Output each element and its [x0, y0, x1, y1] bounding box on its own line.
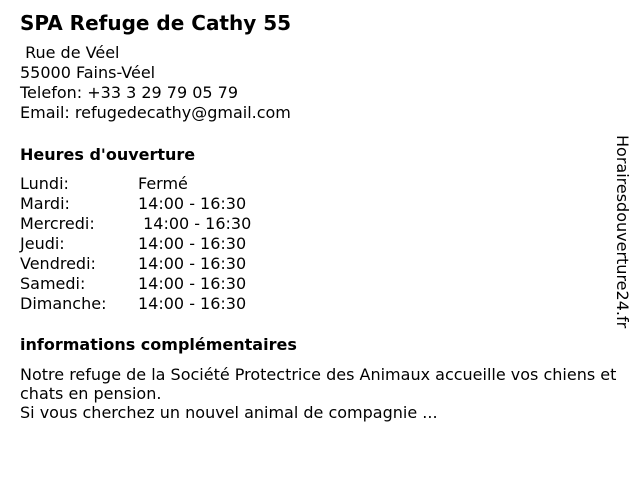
day-label: Jeudi:: [20, 234, 65, 253]
time-value: 14:00 - 16:30: [138, 194, 247, 213]
additional-info-text: [20, 365, 632, 422]
info-paragraph: Si vous cherchez un nouvel animal de compagnie ...: [20, 403, 438, 422]
time-value: 14:00 - 16:30: [138, 254, 247, 273]
opening-hours-heading: Heures d'ouverture: [20, 145, 196, 164]
day-label: Mardi:: [20, 194, 70, 213]
hours-row-thursday: [20, 234, 320, 254]
day-label: Lundi:: [20, 174, 69, 193]
email-address: Email: refugedecathy@gmail.com: [20, 103, 291, 122]
city-address: 55000 Fains-Véel: [20, 63, 156, 82]
time-value: 14:00 - 16:30: [138, 234, 247, 253]
time-value: Fermé: [138, 174, 188, 193]
day-label: Dimanche:: [20, 294, 107, 313]
hours-row-wednesday: [20, 214, 320, 234]
hours-row-sunday: [20, 294, 320, 314]
time-value: 14:00 - 16:30: [138, 274, 247, 293]
hours-row-saturday: [20, 274, 320, 294]
day-label: Vendredi:: [20, 254, 96, 273]
time-value: 14:00 - 16:30: [138, 294, 247, 313]
day-label: Samedi:: [20, 274, 86, 293]
additional-info-heading: informations complémentaires: [20, 335, 297, 354]
hours-row-friday: [20, 254, 320, 274]
hours-row-tuesday: [20, 194, 320, 214]
address-block: [20, 43, 291, 123]
hours-row-monday: [20, 174, 320, 194]
watermark-text: Horairesdouverture24.fr: [613, 135, 632, 329]
street-address: Rue de Véel: [20, 43, 120, 62]
page-title: SPA Refuge de Cathy 55: [20, 11, 292, 35]
day-label: Mercredi:: [20, 214, 95, 233]
phone-number: Telefon: +33 3 29 79 05 79: [20, 83, 239, 102]
site-watermark: [610, 135, 636, 345]
info-paragraph: Notre refuge de la Société Protectrice des Animaux accueille vos chiens et chats en pension.: [20, 365, 617, 403]
time-value: 14:00 - 16:30: [138, 214, 252, 233]
opening-hours-table: [20, 174, 320, 314]
